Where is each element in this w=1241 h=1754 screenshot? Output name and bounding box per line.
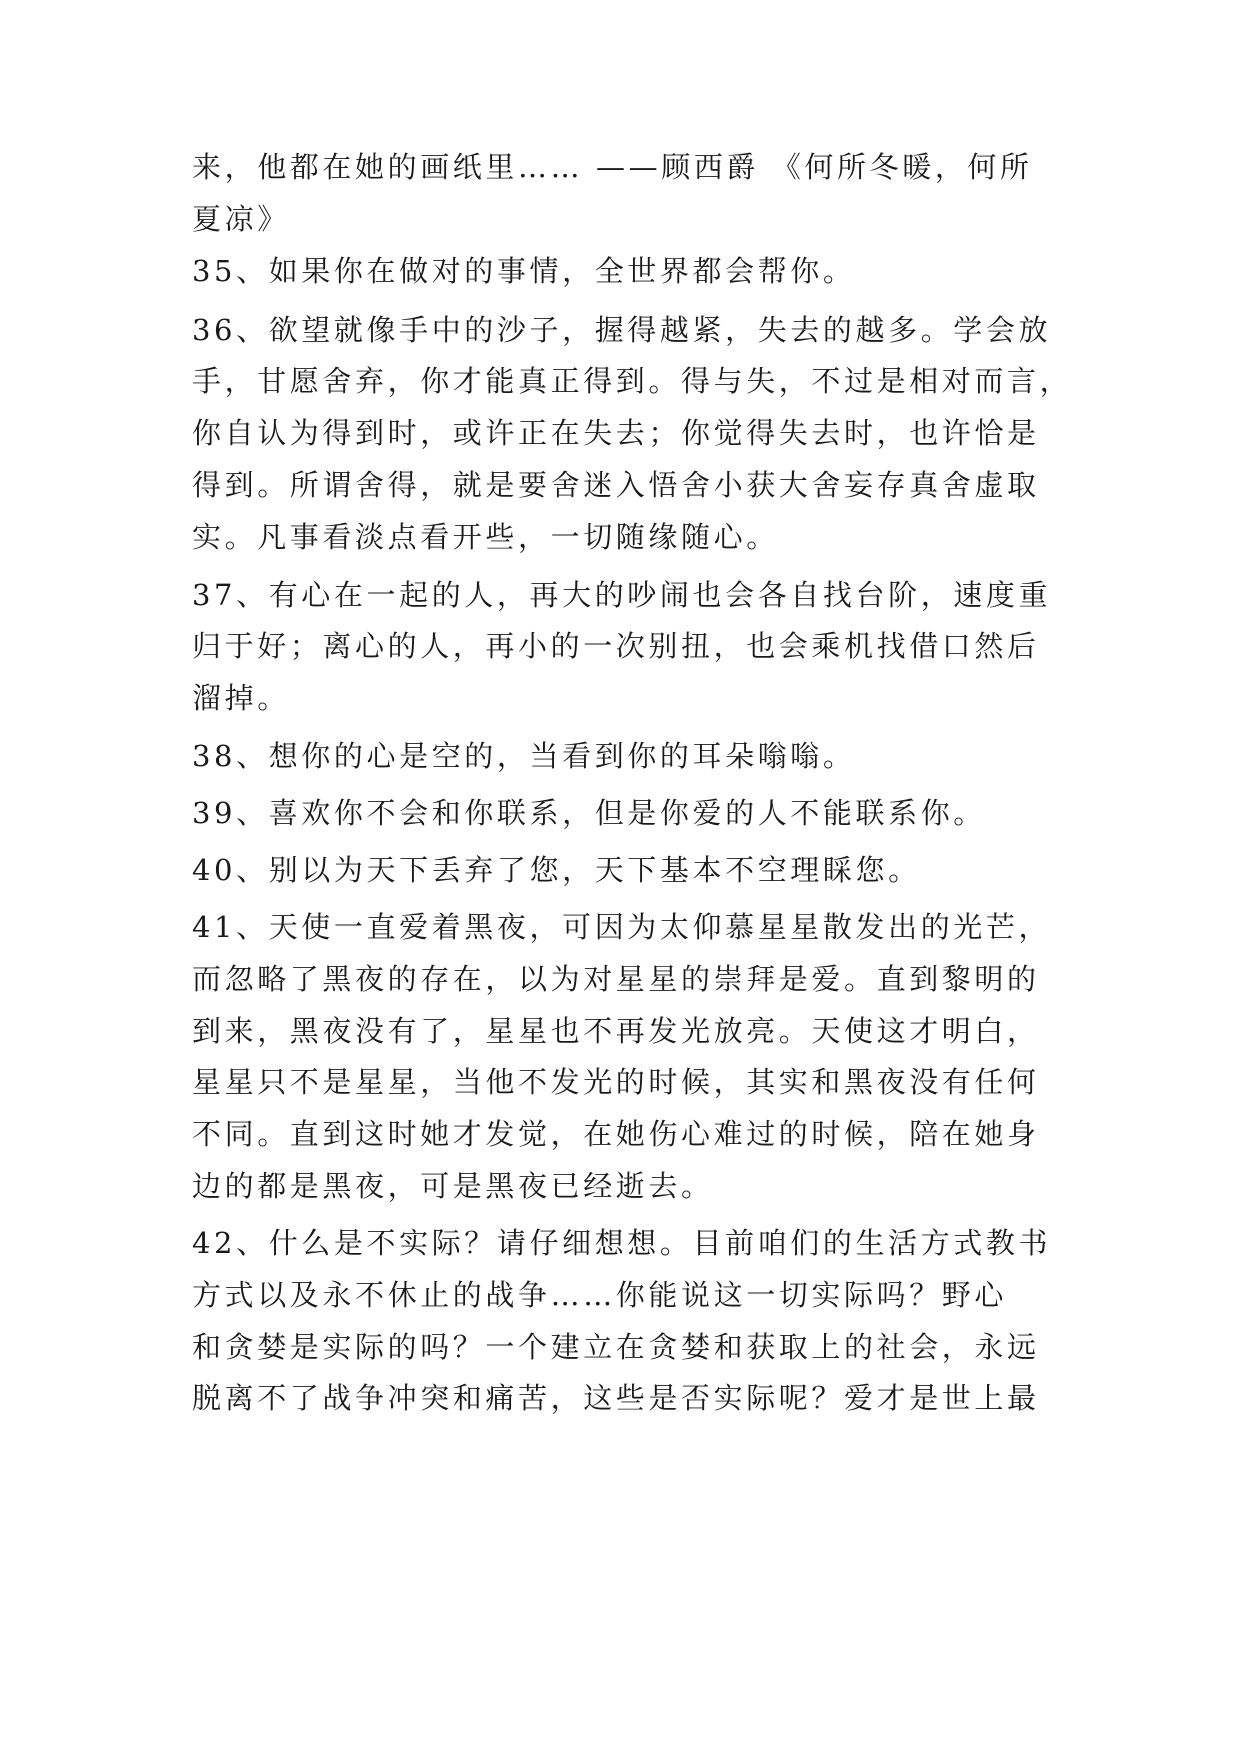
text-line: 星星只不是星星，当他不发光的时候，其实和黑夜没有任何 xyxy=(192,1065,1040,1099)
text-line: 而忽略了黑夜的存在，以为对星星的崇拜是爱。直到黎明的 xyxy=(192,962,1040,996)
text-line: 你自认为得到时，或许正在失去；你觉得失去时，也许恰是 xyxy=(192,416,1040,450)
text-line: 得到。所谓舍得，就是要舍迷入悟舍小获大舍妄存真舍虚取 xyxy=(192,468,1040,502)
text-line: 42、什么是不实际？请仔细想想。目前咱们的生活方式教书 xyxy=(192,1226,1052,1260)
text-line: 37、有心在一起的人，再大的吵闹也会各自找台阶，速度重 xyxy=(192,578,1052,612)
text-line: 手，甘愿舍弃，你才能真正得到。得与失，不过是相对而言， xyxy=(192,364,1072,398)
text-line: 方式以及永不休止的战争……你能说这一切实际吗？野心 xyxy=(192,1278,1008,1312)
text-line: 到来，黑夜没有了，星星也不再发光放亮。天使这才明白， xyxy=(192,1014,1040,1048)
text-line: 归于好；离心的人，再小的一次别扭，也会乘机找借口然后 xyxy=(192,629,1040,663)
text-line: 38、想你的心是空的，当看到你的耳朵嗡嗡。 xyxy=(192,739,856,773)
text-line: 溜掉。 xyxy=(192,681,290,715)
text-line: 和贪婪是实际的吗？一个建立在贪婪和获取上的社会，永远 xyxy=(192,1330,1040,1364)
text-line: 39、喜欢你不会和你联系，但是你爱的人不能联系你。 xyxy=(192,796,986,830)
text-line: 实。凡事看淡点看开些，一切随缘随心。 xyxy=(192,520,779,554)
text-line: 边的都是黑夜，可是黑夜已经逝去。 xyxy=(192,1169,714,1203)
text-line: 不同。直到这时她才发觉，在她伤心难过的时候，陪在她身 xyxy=(192,1117,1040,1151)
text-line: 来，他都在她的画纸里…… ——顾西爵 《何所冬暖，何所 xyxy=(192,150,1033,184)
text-line: 夏凉》 xyxy=(192,202,290,236)
text-line: 脱离不了战争冲突和痛苦，这些是否实际呢？爱才是世上最 xyxy=(192,1381,1040,1415)
text-line: 40、别以为天下丢弃了您，天下基本不空理睬您。 xyxy=(192,853,921,887)
text-line: 36、欲望就像手中的沙子，握得越紧，失去的越多。学会放 xyxy=(192,313,1052,347)
text-line: 35、如果你在做对的事情，全世界都会帮你。 xyxy=(192,254,856,288)
text-line: 41、天使一直爱着黑夜，可因为太仰慕星星散发出的光芒， xyxy=(192,910,1052,944)
